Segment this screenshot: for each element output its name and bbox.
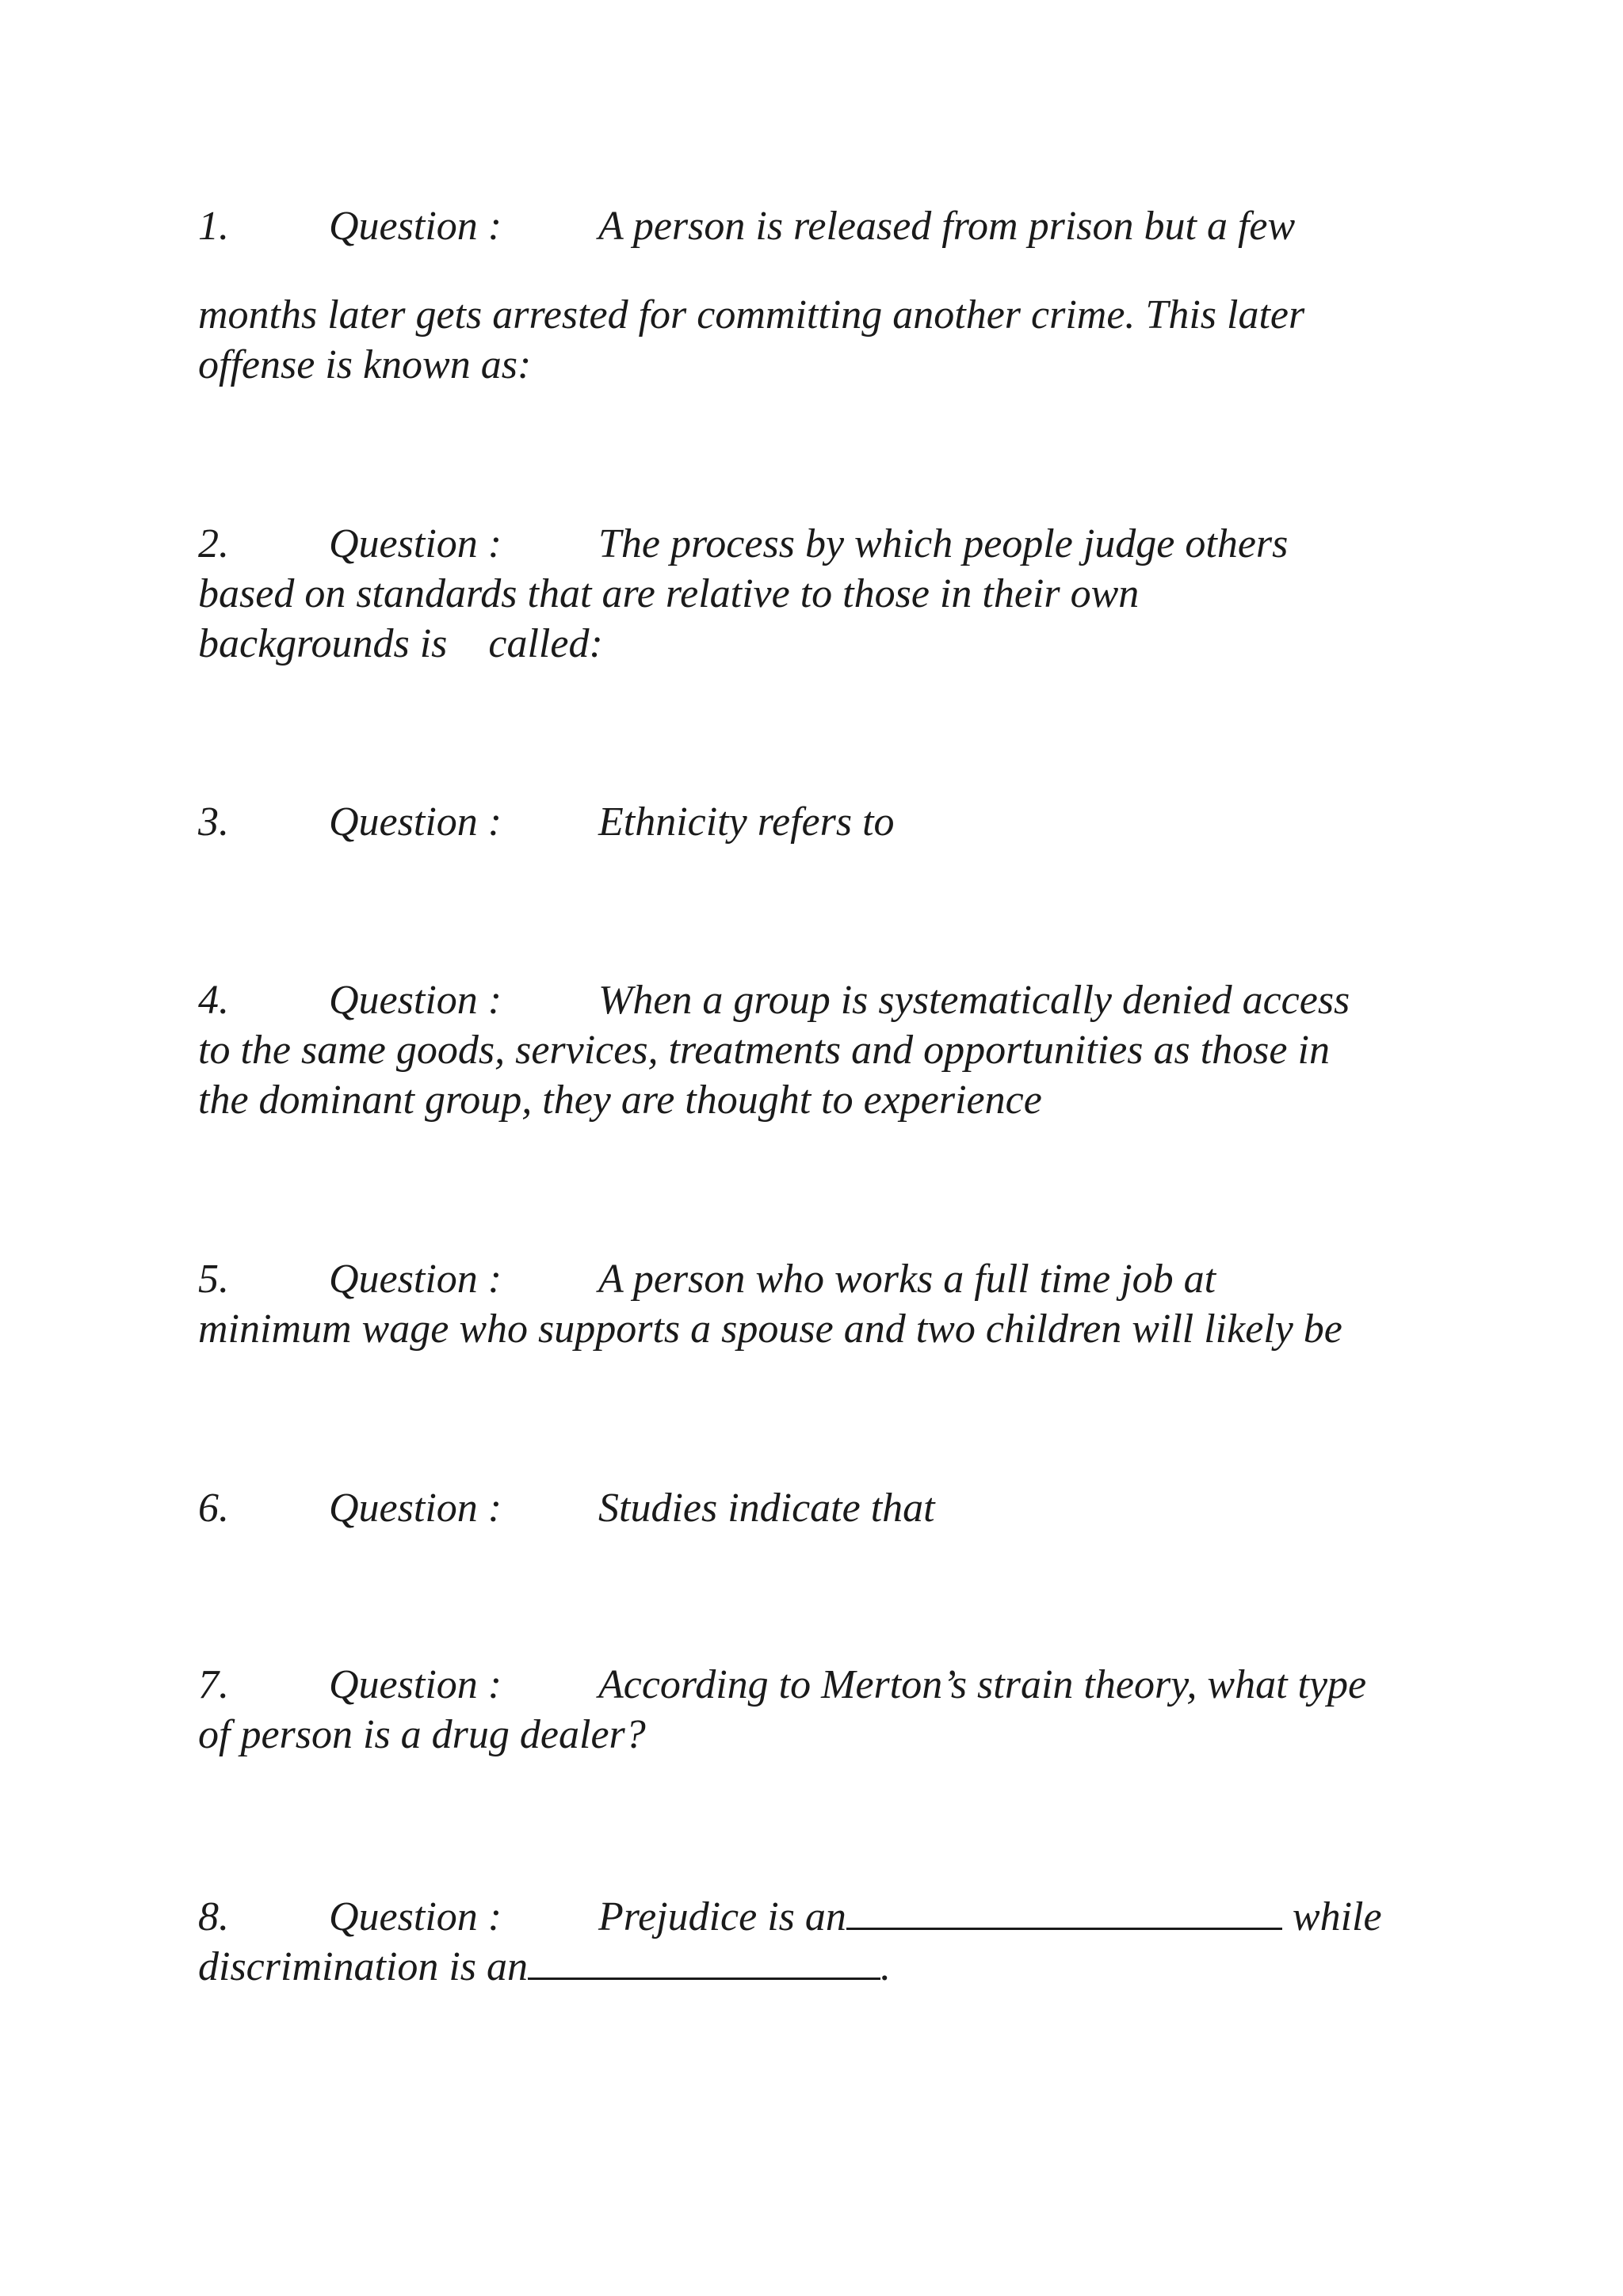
question-text-tail: while [1281, 1894, 1382, 1939]
question-text: When a group is systematically denied access [598, 978, 1350, 1023]
question-number: 3. [198, 799, 229, 845]
question-text: A person is released from prison but a few [598, 204, 1296, 249]
question-4 [198, 975, 1450, 1125]
question-number: 7. [198, 1662, 229, 1707]
fill-in-blank-1[interactable] [846, 1888, 1282, 1930]
question-7-line-1 [198, 1660, 1450, 1710]
question-8-line-2 [198, 1938, 1450, 1988]
question-5-line-1 [198, 1254, 1450, 1304]
question-text: discrimination is an [198, 1944, 529, 1989]
question-8-line-1 [198, 1888, 1450, 1938]
question-label: Question : [329, 1486, 502, 1531]
question-text: According to Merton’s strain theory, what type [598, 1662, 1367, 1707]
question-number: 5. [198, 1257, 229, 1302]
question-label: Question : [329, 1894, 502, 1939]
question-5 [198, 1254, 1450, 1354]
question-7 [198, 1660, 1450, 1760]
fill-in-blank-2[interactable] [528, 1938, 880, 1980]
question-label: Question : [329, 799, 502, 845]
question-text: Ethnicity refers to [598, 799, 895, 845]
question-4-line-3: the dominant group, they are thought to experience [198, 1077, 1042, 1123]
question-4-line-1 [198, 975, 1450, 1025]
question-label: Question : [329, 1662, 502, 1707]
question-text: Prejudice is an [598, 1894, 846, 1939]
question-2-line-3: backgrounds is called: [198, 621, 603, 666]
question-1-line-2: months later gets arrested for committing another crime. This later [198, 292, 1305, 338]
question-number: 1. [198, 204, 229, 249]
question-label: Question : [329, 978, 502, 1023]
question-number: 4. [198, 978, 229, 1023]
question-2 [198, 519, 1450, 669]
question-number: 2. [198, 521, 229, 566]
question-1-line-1 [198, 201, 1450, 251]
question-3 [198, 797, 1450, 847]
question-number: 6. [198, 1486, 229, 1531]
question-7-line-2: of person is a drug dealer? [198, 1712, 646, 1757]
question-8 [198, 1888, 1450, 1988]
question-2-line-2: based on standards that are relative to those in their own [198, 571, 1140, 616]
question-5-line-2: minimum wage who supports a spouse and two children will likely be [198, 1306, 1342, 1352]
question-text: Studies indicate that [598, 1486, 935, 1531]
question-label: Question : [329, 1257, 502, 1302]
question-1-continued [198, 290, 1450, 390]
question-text: A person who works a full time job at [598, 1257, 1216, 1302]
question-2-line-1 [198, 519, 1450, 569]
question-1-line-3: offense is known as: [198, 342, 532, 387]
question-6 [198, 1483, 1450, 1533]
question-6-line-1 [198, 1483, 1450, 1533]
question-4-line-2: to the same goods, services, treatments and opportunities as those in [198, 1028, 1330, 1073]
question-text-tail: . [880, 1944, 892, 1989]
question-number: 8. [198, 1894, 229, 1939]
question-text: The process by which people judge others [598, 521, 1289, 566]
question-label: Question : [329, 521, 502, 566]
question-label: Question : [329, 204, 502, 249]
question-1 [198, 201, 1450, 251]
question-3-line-1 [198, 797, 1450, 847]
